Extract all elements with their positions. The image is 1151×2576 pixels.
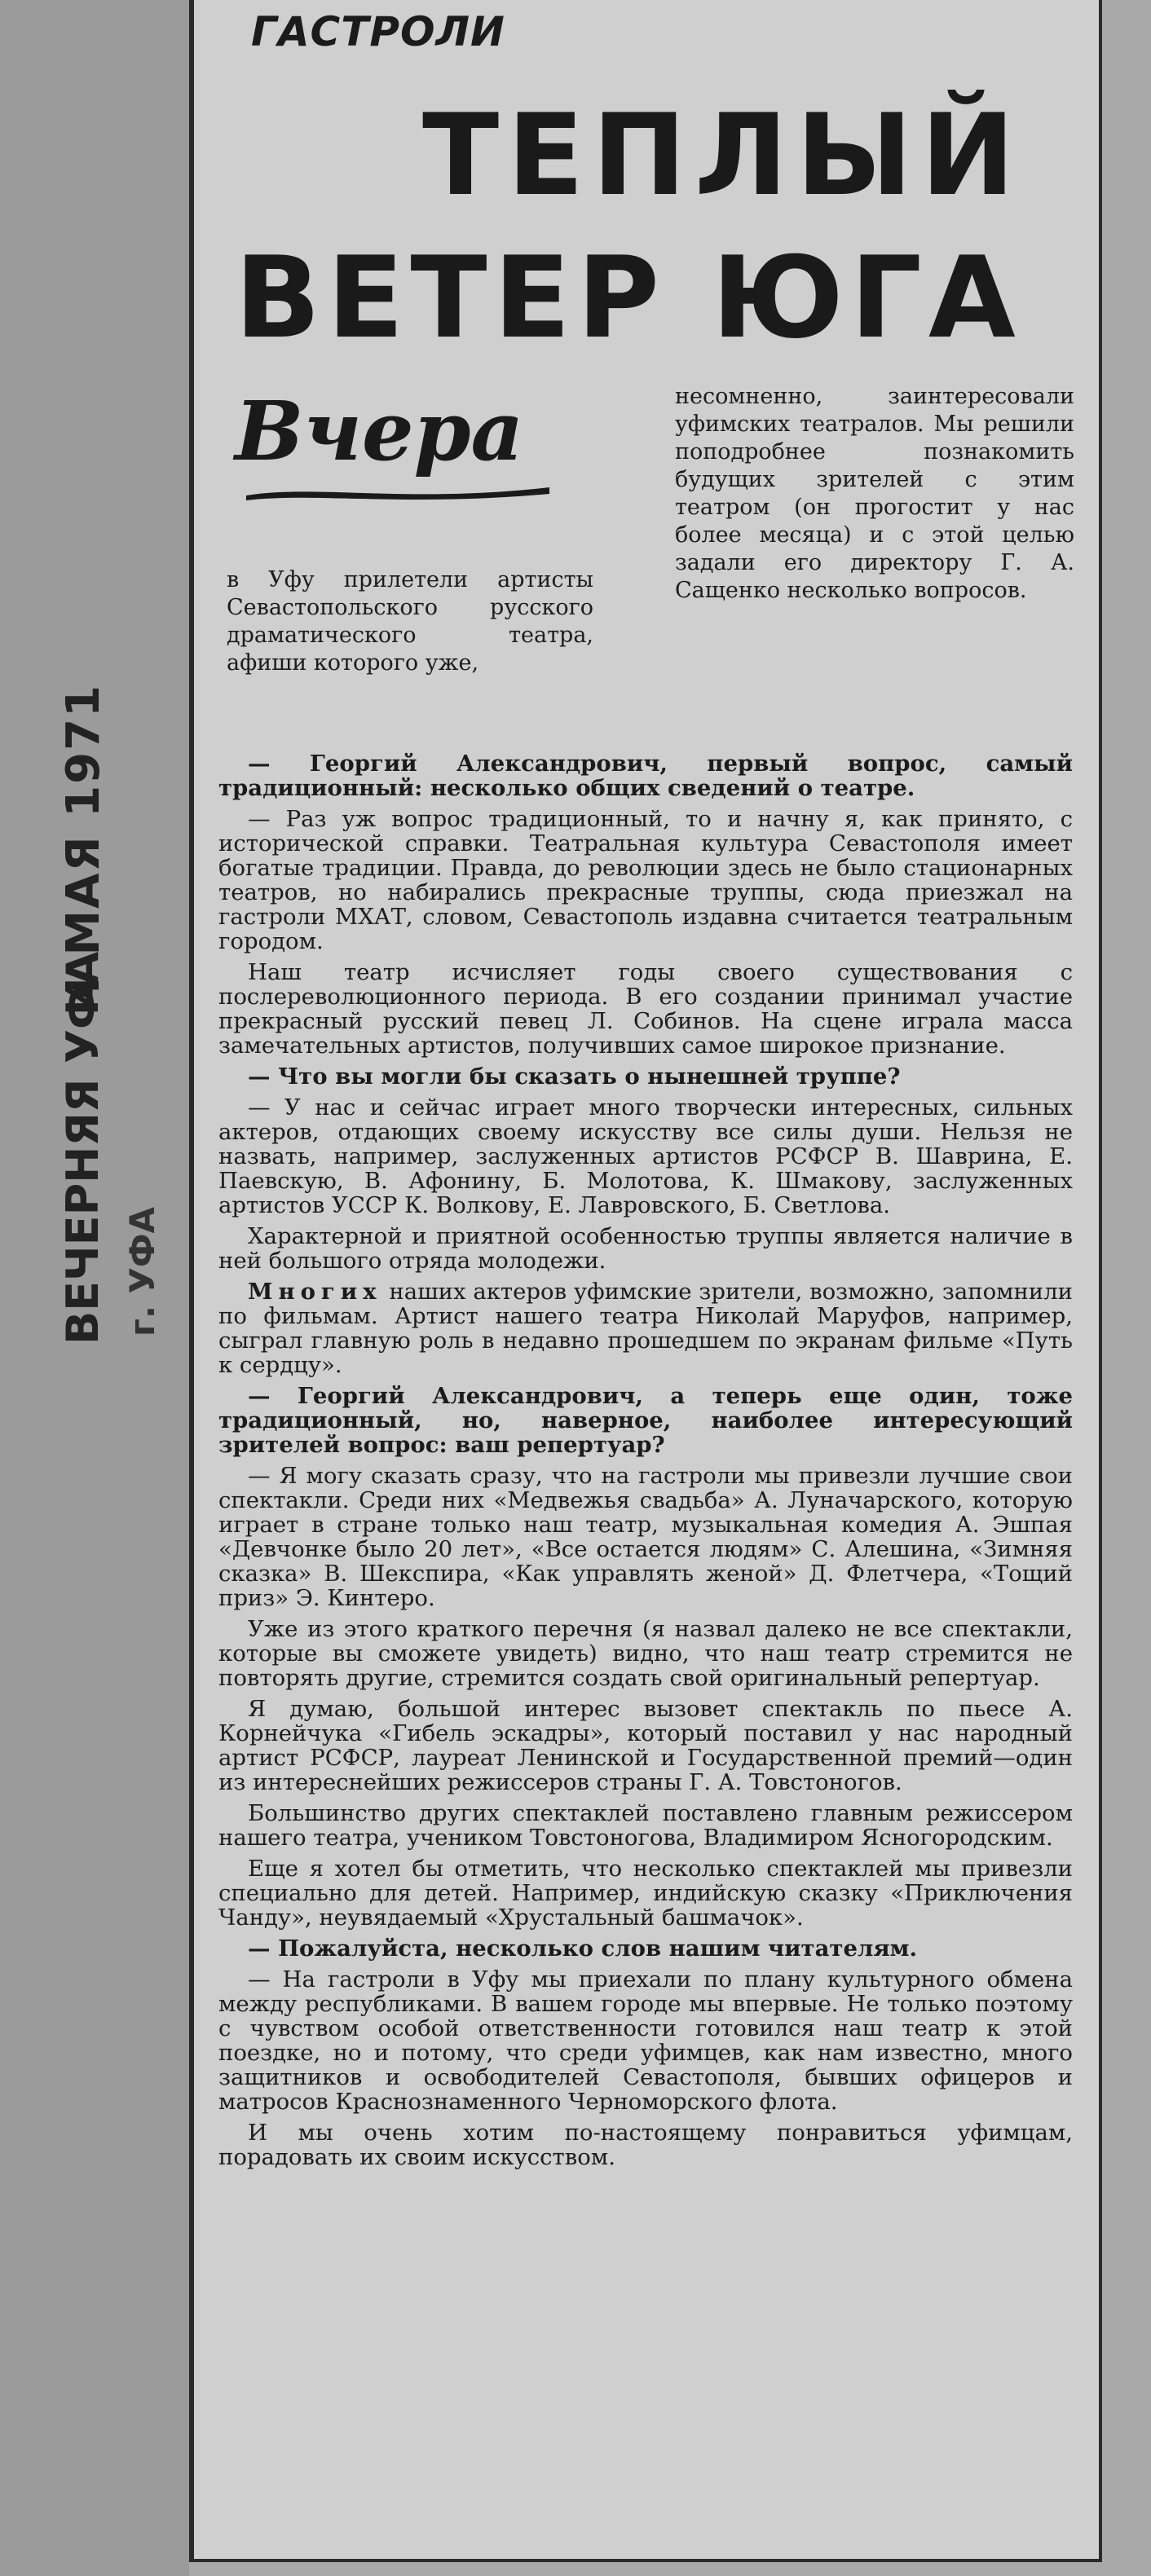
lead-left-column: в Уфу прилетели артисты Севастопольского русского драматического театра, афиши которого уже,: [227, 567, 593, 676]
answer-4-para-1: — На гастроли в Уфу мы приехали по плану культурного обмена между республиками. В вашем городе мы впервые. Не только поэтому с чувством особой ответственности готовился наш театр к этой поездке, но и потому, что среди уфимцев, как нам известно, много защитников и освободителей Севастополя, бывших офицеров и матросов Краснознаменного Черноморского флота.: [218, 1966, 1073, 2115]
date-stamp: 4 МАЯ 1971: [57, 683, 110, 1006]
answer-3-para-3: Я думаю, большой интерес вызовет спектакль по пьесе А. Корнейчука «Гибель эскадры», который поставил у нас народный артист РСФСР, лауреат Ленинской и Государственной премий—один из интереснейших режиссеров страны Г. А. Товстоногов.: [218, 1696, 1073, 1795]
headline-line-2: ВЕТЕР ЮГА: [235, 232, 1022, 363]
answer-2-para-2: Характерной и приятной особенностью труппы является наличие в ней большого отряда молодежи.: [218, 1223, 1073, 1274]
question-4: — Пожалуйста, несколько слов нашим читателям.: [248, 1935, 918, 1962]
script-underline-swash: [243, 481, 553, 504]
spaced-lead-word: Многих: [248, 1279, 382, 1305]
question-2: — Что вы могли бы сказать о нынешней труппе?: [248, 1063, 901, 1090]
answer-1-para-2: Наш театр исчисляет годы своего существования с послереволюционного периода. В его создании принимал участие прекрасный русский певец Л. Собинов. На сцене играла масса замечательных артистов, получивших самое широкое признание.: [218, 959, 1073, 1059]
answer-3-para-5: Еще я хотел бы отметить, что несколько спектаклей мы привезли специально для детей. Например, индийскую сказку «Приключения Чанду», неувядаемый «Хрустальный башмачок».: [218, 1856, 1073, 1931]
script-lead-word: Вчера: [235, 383, 524, 479]
interview-body: [218, 751, 1073, 2176]
answer-4-para-2: И мы очень хотим по-настоящему понравиться уфимцам, порадовать их своим искусством.: [218, 2120, 1073, 2170]
question-3: — Георгий Александрович, а теперь еще один, тоже традиционный, но, наверное, наиболее интересующий зрителей вопрос: ваш репертуар?: [218, 1383, 1073, 1458]
rubric-label: ГАСТРОЛИ: [251, 8, 505, 55]
city-stamp: г. УФА: [122, 1206, 162, 1336]
answer-2-para-3-text: наших актеров уфимские зрители, возможно, запомнили по фильмам. Артист нашего театра Николай Маруфов, например, сыграл главную роль в недавно прошедшем по экранам фильме «Путь к сердцу».: [218, 1279, 1073, 1378]
answer-2-para-3: [218, 1279, 1073, 1377]
headline-line-1: ТЕПЛЫЙ: [422, 90, 1023, 221]
answer-3-para-2: Уже из этого краткого перечня (я назвал далеко не все спектакли, которые вы сможете увидеть) видно, что наш театр стремится не повторять другие, стремится создать свой оригинальный репертуар.: [218, 1616, 1073, 1691]
answer-1-para-1: — Раз уж вопрос традиционный, то и начну я, как принято, с исторической справки. Театральная культура Севастополя имеет богатые традиции. Правда, до революции здесь не было стационарных театров, но набирались прекрасные труппы, сюда приезжал на гастроли МХАТ, словом, Севастополь издавна считается театральным городом.: [218, 806, 1073, 954]
newspaper-stamp: ВЕЧЕРНЯЯ УФА: [57, 951, 108, 1345]
answer-3-para-1: — Я могу сказать сразу, что на гастроли мы привезли лучшие свои спектакли. Среди них «Медвежья свадьба» А. Луначарского, которую играет в стране только наш театр, музыкальная комедия А. Эшпая «Девчонке было 20 лет», «Все остается людям» С. Алешина, «Зимняя сказка» В. Шекспира, «Как управлять женой» Д. Флетчера, «Тощий приз» Э. Кинтеро.: [218, 1463, 1073, 1611]
lead-right-column: несомненно, заинтересовали уфимских театралов. Мы решили поподробнее познакомить будущих зрителей с этим театром (он прогостит у нас более месяца) и с этой целью задали его директору Г. А. Сащенко несколько вопросов.: [675, 384, 1074, 603]
answer-3-para-4: Большинство других спектаклей поставлено главным режиссером нашего театра, учеником Товстоногова, Владимиром Ясногородским.: [218, 1800, 1073, 1851]
newspaper-clipping: [189, 0, 1102, 2562]
answer-2-para-1: — У нас и сейчас играет много творчески интересных, сильных актеров, отдающих своему искусству все силы души. Нельзя не назвать, например, заслуженных артистов РСФСР В. Шаврина, Е. Паевскую, В. Афонину, Б. Молотова, К. Шмакову, заслуженных артистов УССР К. Волкову, Е. Лавровского, Б. Светлова.: [218, 1094, 1073, 1218]
question-1: — Георгий Александрович, первый вопрос, самый традиционный: несколько общих сведений о театре.: [218, 751, 1073, 801]
